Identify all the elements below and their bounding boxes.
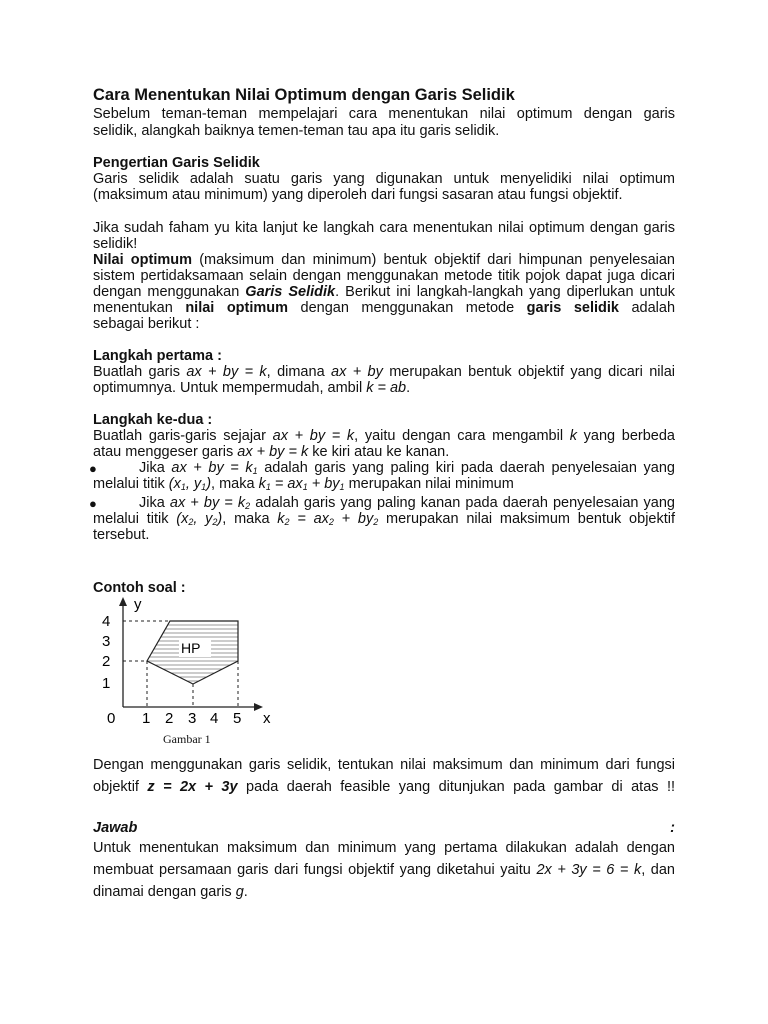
bullet-2-line-1	[93, 495, 675, 512]
text-span: adalah	[618, 300, 676, 316]
formula: , y	[193, 511, 213, 527]
x-axis-label: x	[263, 710, 271, 727]
intro-line-2: selidik, alangkah baiknya temen-teman tau apa itu garis selidik.	[93, 123, 500, 139]
text-span: melalui titik	[93, 476, 169, 492]
formula: (x	[168, 476, 181, 492]
x-tick-1: 1	[142, 710, 151, 727]
text-span: membuat persamaan garis dari fungsi objektif yang diketahui yaitu	[93, 862, 537, 878]
subscript: 1	[302, 482, 308, 492]
formula: k	[258, 476, 266, 492]
x-tick-2: 2	[165, 710, 174, 727]
bullet-2-line-2	[93, 511, 675, 528]
answer-colon: :	[670, 820, 675, 836]
answer-line-2	[93, 862, 675, 879]
text-span: , yaitu dengan cara mengambil	[354, 428, 570, 444]
nilai-optimum-line-1	[93, 252, 675, 269]
bullet-1-line-2	[93, 476, 675, 493]
formula: ax + by = k	[171, 460, 253, 476]
formula: 2x + 3y = 6 = k	[536, 862, 642, 878]
text-span: (maksimum dan minimum) bentuk objektif dari himpunan penyelesaian	[192, 252, 675, 268]
x-tick-3: 3	[188, 710, 197, 727]
text-span: merupakan nilai maksimum bentuk objektif	[378, 511, 676, 527]
subscript: 1	[252, 466, 258, 476]
text-span: , maka	[222, 511, 278, 527]
intro-line-1: Sebelum teman-teman mempelajari cara menentukan nilai optimum dengan garis	[93, 106, 675, 122]
question-line-2	[93, 779, 675, 796]
text-span: dinamai dengan garis	[93, 884, 236, 900]
nilai-optimum-line-2: sistem pertidaksamaan selain dengan menggunakan metode titik pojok dapat juga dicari	[93, 268, 675, 284]
text-span: Buatlah garis-garis sejajar	[93, 428, 273, 444]
objective-function: z = 2x + 3y	[147, 779, 238, 795]
answer-heading: Jawab	[93, 820, 138, 836]
formula: g	[235, 884, 244, 900]
origin-label: 0	[107, 710, 116, 727]
subscript: 2	[284, 517, 290, 527]
formula: ax + by	[331, 364, 383, 380]
text-span: atau menggeser garis	[93, 444, 238, 460]
text-span: dengan menggunakan	[93, 284, 246, 300]
subscript: 1	[201, 482, 207, 492]
formula: )	[217, 511, 223, 527]
subscript: 1	[339, 482, 345, 492]
step1-line-2	[93, 380, 675, 397]
x-tick-4: 4	[210, 710, 219, 727]
text-span: .	[406, 380, 411, 396]
nilai-optimum-line-4	[93, 300, 675, 317]
feasible-region-figure	[93, 595, 293, 730]
text-span: dengan menggunakan metode	[288, 300, 527, 316]
bullet-2-line-3: tersebut.	[93, 527, 150, 543]
bold-term: garis selidik	[526, 300, 619, 316]
formula: k	[569, 428, 577, 444]
bold-italic-term: Garis Selidik	[245, 284, 336, 300]
bullet-1-line-1	[93, 460, 675, 477]
text-span: optimumnya. Untuk mempermudah, ambil	[93, 380, 367, 396]
bullet-item-1	[89, 460, 675, 477]
formula: ax + by = k	[186, 364, 267, 380]
text-span: Jika	[139, 495, 170, 511]
answer-heading-row	[93, 820, 675, 837]
text-span: . Berikut ini langkah-langkah yang diperlukan untuk	[335, 284, 675, 300]
nilai-optimum-line-5: sebagai berikut :	[93, 316, 200, 332]
bullet-icon: ●	[89, 461, 97, 476]
page-title: Cara Menentukan Nilai Optimum dengan Garis Selidik	[93, 86, 515, 104]
pengertian-line-1: Garis selidik adalah suatu garis yang digunakan untuk menyelidiki nilai optimum	[93, 171, 675, 187]
bold-term: nilai optimum	[185, 300, 289, 316]
text-span: ke kiri atau ke kanan.	[308, 444, 450, 460]
y-axis-label: y	[134, 596, 142, 613]
step2-line-1	[93, 428, 675, 445]
text-span: merupakan bentuk objektif yang dicari nilai	[382, 364, 675, 380]
subscript: 2	[373, 517, 379, 527]
formula: )	[206, 476, 212, 492]
text-span: merupakan nilai minimum	[344, 476, 514, 492]
formula: + by	[307, 476, 340, 492]
question-line-1: Dengan menggunakan garis selidik, tentukan nilai maksimum dan minimum dari fungsi	[93, 757, 675, 773]
subscript: 1	[265, 482, 271, 492]
formula: , y	[185, 476, 202, 492]
answer-line-1: Untuk menentukan maksimum dan minimum yang pertama dilakukan adalah dengan	[93, 840, 675, 856]
formula: (x	[176, 511, 189, 527]
text-span: adalah garis yang paling kanan pada daerah penyelesaian yang	[250, 495, 675, 511]
text-span: , dan	[641, 862, 675, 878]
text-span: melalui titik	[93, 511, 177, 527]
figure-caption: Gambar 1	[163, 732, 211, 746]
formula: = ax	[289, 511, 329, 527]
step2-line-2	[93, 444, 675, 461]
formula: k	[277, 511, 285, 527]
nilai-optimum-line-3	[93, 284, 675, 301]
text-span: .	[243, 884, 248, 900]
step2-heading: Langkah ke-dua :	[93, 412, 213, 428]
formula: + by	[333, 511, 374, 527]
subscript: 2	[245, 501, 251, 511]
text-span: adalah garis yang paling kiri pada daerah penyelesaian yang	[257, 460, 675, 476]
text-span: menentukan	[93, 300, 186, 316]
region-label-hp: HP	[181, 640, 201, 656]
pengertian-line-2: (maksimum atau minimum) yang diperoleh dari fungsi sasaran atau fungsi objektif.	[93, 187, 623, 203]
formula: ax + by = k	[272, 428, 355, 444]
text-span: objektif	[93, 779, 148, 795]
bold-term: Nilai optimum	[93, 252, 193, 268]
answer-line-3	[93, 884, 675, 901]
y-tick-1: 1	[102, 675, 111, 692]
subscript: 2	[188, 517, 194, 527]
subscript: 1	[180, 482, 186, 492]
text-span: , dimana	[266, 364, 332, 380]
x-tick-5: 5	[233, 710, 242, 727]
formula: ax + by = k	[237, 444, 309, 460]
y-tick-3: 3	[102, 633, 111, 650]
y-tick-4: 4	[102, 613, 111, 630]
formula: = ax	[270, 476, 303, 492]
step1-line-1	[93, 364, 675, 381]
paragraph-line-1: Jika sudah faham yu kita lanjut ke langkah cara menentukan nilai optimum dengan garis	[93, 220, 675, 236]
step1-heading: Langkah pertama :	[93, 348, 222, 364]
bullet-icon: ●	[89, 496, 97, 511]
section-heading-pengertian: Pengertian Garis Selidik	[93, 155, 260, 171]
text-span: pada daerah feasible yang ditunjukan pada gambar di atas !!	[237, 779, 676, 795]
text-span: Jika	[139, 460, 172, 476]
formula: ax + by = k	[169, 495, 246, 511]
y-tick-2: 2	[102, 653, 111, 670]
text-span: yang berbeda	[576, 428, 675, 444]
y-axis-arrow-icon	[119, 597, 127, 606]
example-heading: Contoh soal :	[93, 580, 186, 596]
subscript: 2	[328, 517, 334, 527]
paragraph-line-2: selidik!	[93, 236, 138, 252]
bullet-item-2	[89, 495, 675, 512]
subscript: 2	[212, 517, 218, 527]
text-span: Buatlah garis	[93, 364, 187, 380]
formula: k = ab	[366, 380, 407, 396]
x-axis-arrow-icon	[254, 703, 263, 711]
text-span: , maka	[211, 476, 259, 492]
